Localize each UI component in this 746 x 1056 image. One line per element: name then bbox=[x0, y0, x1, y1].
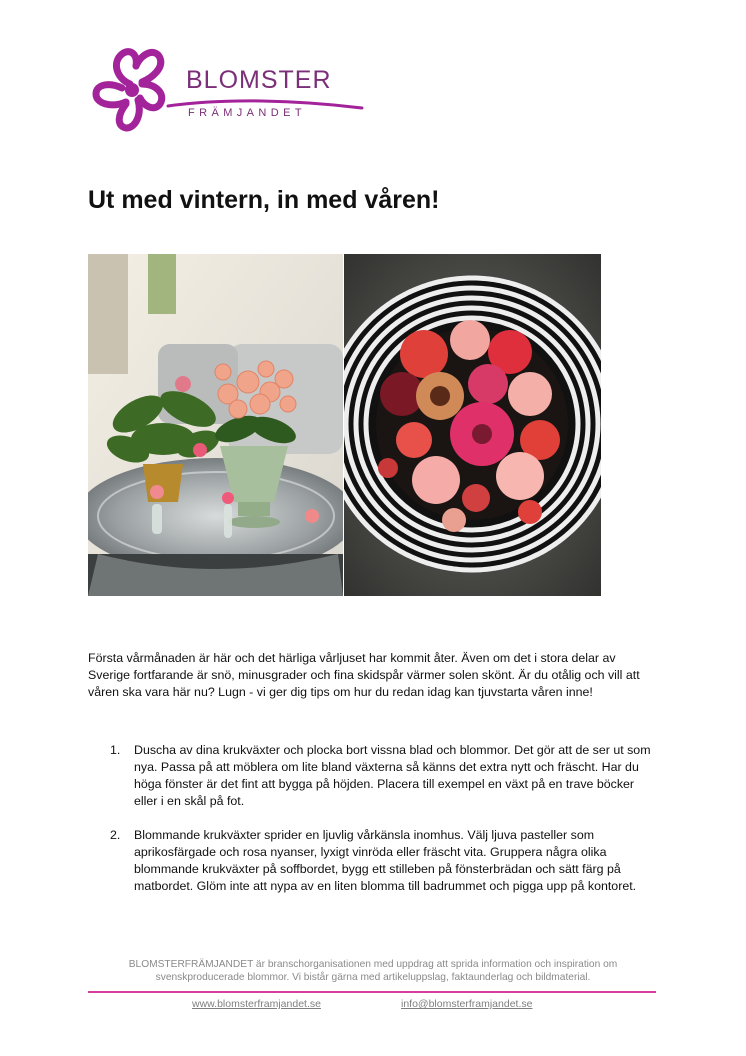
list-item bbox=[88, 742, 656, 810]
tips-list bbox=[88, 742, 656, 895]
list-item-text: Blommande krukväxter sprider en ljuvlig vårkänsla inomhus. Välj ljuva pasteller som aprikosfärgade och rosa nyanser, lyxigt vinröda eller fräscht vita. Gruppera några olika blommande krukväxter på soffbordet, bygg ett stilleben på fönsterbrädan och sätt färg på matbordet. Glöm inte att nypa av en liten blomma till badrummet och pigga upp på kontoret. bbox=[134, 828, 637, 893]
list-item bbox=[88, 827, 656, 895]
list-item-number: 1. bbox=[110, 743, 121, 757]
footer-about: BLOMSTERFRÄMJANDET är branschorganisationen med uppdrag att sprida information och inspiration om svenskproducerade blommor. Vi bistår gärna med artikeluppslag, faktaunderlag och bildmaterial. bbox=[128, 959, 618, 983]
website-link[interactable]: www.blomsterframjandet.se bbox=[192, 998, 321, 1010]
logo-wordmark: BLOMSTER bbox=[186, 66, 332, 94]
email-link[interactable]: info@blomsterframjandet.se bbox=[401, 998, 533, 1010]
blomsterframjandet-logo bbox=[86, 44, 366, 136]
potted-plants-photo bbox=[88, 254, 343, 596]
flowers-in-bowl-photo bbox=[344, 254, 601, 596]
article-title: Ut med vintern, in med våren! bbox=[88, 186, 440, 214]
list-item-number: 2. bbox=[110, 828, 121, 842]
flower-logo-icon bbox=[86, 44, 186, 136]
list-item-text: Duscha av dina krukväxter och plocka bort vissna blad och blommor. Det gör att de ser ut som nya. Passa på att möblera om lite bland växterna så känns det extra nytt och fräscht. Har du höga fönster är det fint att bygga på höjden. Placera till exempel en växt på en trave böcker eller i en skål på fot. bbox=[134, 743, 651, 808]
footer-divider bbox=[88, 991, 656, 993]
intro-paragraph: Första vårmånaden är här och det härliga vårljuset har kommit åter. Även om det i stora delar av Sverige fortfarande är snö, minusgrader och fina skidspår värmer solen skönt. Är du otålig och vill att våren ska vara här nu? Lugn - vi ger dig tips om hur du redan idag kan tjuvstarta våren inne! bbox=[88, 651, 640, 699]
logo-subtitle: FRÄMJANDET bbox=[188, 107, 306, 119]
